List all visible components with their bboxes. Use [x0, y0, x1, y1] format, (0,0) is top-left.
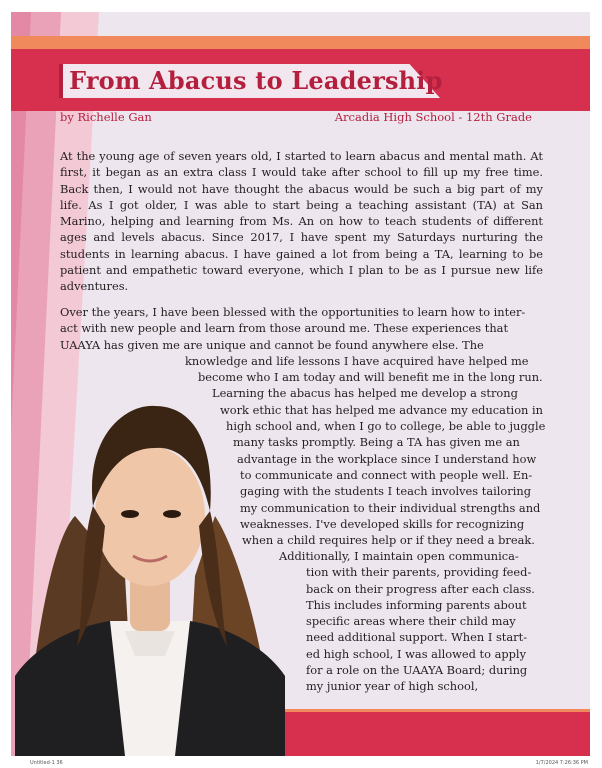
paragraph-3-line: specific areas where their child may [306, 614, 516, 629]
paragraph-2-line: UAAYA has given me are unique and cannot be found anywhere else. The [60, 337, 484, 352]
paragraph-3-line: for a role on the UAAYA Board; during [306, 663, 528, 678]
paragraph-2-line: advantage in the workplace since I understand how [237, 451, 537, 466]
paragraph-3-line: Additionally, I maintain open communica- [279, 549, 519, 563]
magazine-page [11, 12, 590, 756]
paragraph-3 [279, 548, 549, 695]
bottom-red-band [285, 712, 590, 756]
paragraph-2-line: act with new people and learn from those around me. These experiences that [60, 321, 509, 336]
paragraph-2-line: become who I am today and will benefit me in the long run. [198, 370, 543, 385]
paragraph-3-line: tion with their parents, providing feed- [306, 565, 532, 580]
paragraph-2-line: Learning the abacus has helped me develop a strong [212, 386, 518, 401]
paragraph-3-line: back on their progress after each class. [306, 581, 535, 596]
paragraph-2-line: weaknesses. I've developed skills for recognizing [240, 516, 525, 531]
paragraph-2-line: my communication to their individual strengths and [240, 500, 541, 515]
print-slug-right: 1/7/2024 7:26:36 PM [535, 760, 588, 766]
top-orange-band [11, 36, 590, 49]
print-slug-left: Untitled-1 36 [30, 760, 63, 766]
paragraph-3-line: need additional support. When I start- [306, 630, 528, 645]
paragraph-2-line: high school and, when I go to college, be able to juggle [226, 419, 546, 434]
author-school: Arcadia High School - 12th Grade [334, 110, 532, 124]
paragraph-1: At the young age of seven years old, I started to learn abacus and mental math. At first, it began as an extra class I would take after school to fill up my free time. Back then, I would not have thought the abacus would be such a big part of my life. As I got older, I was able to start being a teaching assistant (TA) at San Marino, helping and learning from Ms. An on how to teach students of different ages and levels abacus. Since 2017, I have spent my Saturdays nurturing the students in learning abacus. I have gained a lot from being a TA, learning to be patient and empathetic toward everyone, which I plan to be as I pursue new life adventures. [60, 149, 543, 294]
author-portrait [15, 376, 285, 756]
paragraph-3-line: ed high school, I was allowed to apply [306, 646, 527, 661]
article-title: From Abacus to Leadership [69, 66, 443, 95]
paragraph-2-line: many tasks promptly. Being a TA has given me an [233, 435, 520, 450]
paragraph-2-line: gaging with the students I teach involves tailoring [240, 484, 531, 499]
paragraph-2-line: knowledge and life lessons I have acquired have helped me [185, 353, 529, 368]
paragraph-3-line: my junior year of high school, [306, 679, 479, 694]
paragraph-2-line: work ethic that has helped me advance my education in [220, 402, 543, 417]
author-byline: by Richelle Gan [60, 110, 152, 124]
paragraph-2-line: to communicate and connect with people well. En- [240, 467, 533, 482]
paragraph-2-line: Over the years, I have been blessed with the opportunities to learn how to inter- [60, 305, 526, 319]
paragraph-3-line: This includes informing parents about [306, 597, 527, 612]
paragraph-2-line: when a child requires help or if they need a break. [242, 533, 535, 548]
